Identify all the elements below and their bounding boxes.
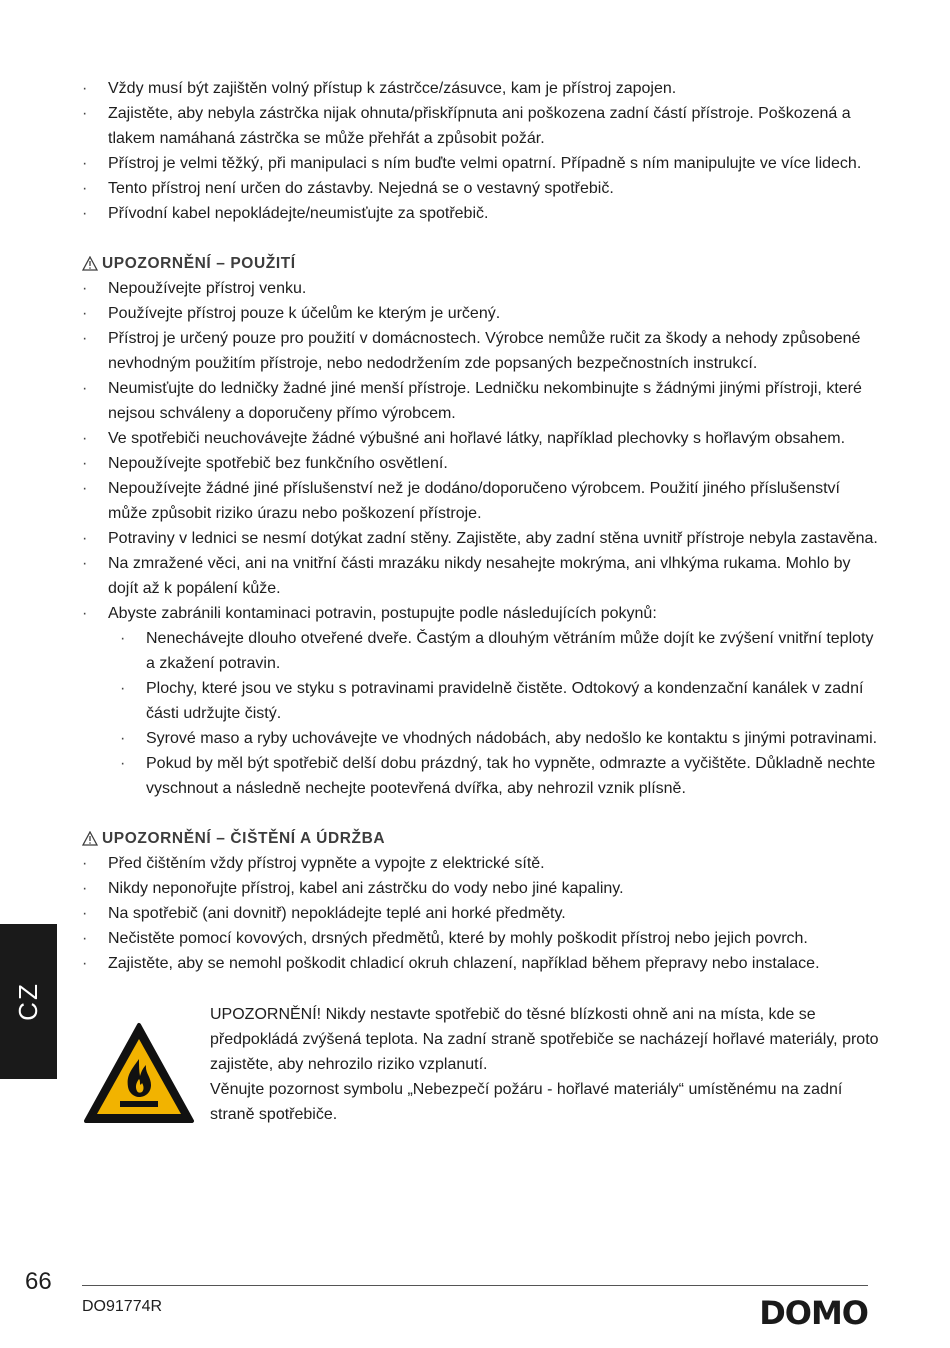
list-item: · Přístroj je určený pouze pro použití v domácnostech. Výrobce nemůže ručit za škody a nehody způsobené nevhodným použitím přístroje, nebo nedodržením zde popsaných bezpečnostních instrukcí. xyxy=(82,326,882,376)
model-number: DO91774R xyxy=(82,1298,163,1315)
language-tab xyxy=(0,924,57,1079)
list-item: · Nepoužívejte spotřebič bez funkčního osvětlení. xyxy=(82,451,882,476)
list-item: · Neumisťujte do ledničky žadné jiné menší přístroje. Ledničku nekombinujte s žádnými jinými přístroji, které nejsou schváleny a doporučeny přímo výrobcem. xyxy=(82,376,882,426)
list-item: · Potraviny v lednici se nesmí dotýkat zadní stěny. Zajistěte, aby zadní stěna uvnitř přístroje nebyla zastavěna. xyxy=(82,526,882,551)
list-item: · Nečistěte pomocí kovových, drsných předmětů, které by mohly poškodit přístroj nebo jejich povrch. xyxy=(82,926,882,951)
sublist-item: · Nenechávejte dlouho otveřené dveře. Častým a dlouhým větráním může dojít ke zvýšení vnitřní teploty a zkažení potravin. xyxy=(120,626,882,676)
list-item: · Nepoužívejte žádné jiné příslušenství než je dodáno/doporučeno výrobcem. Použití jiného příslušenství může způsobit riziko úrazu nebo poškození přístroje. xyxy=(82,476,882,526)
list-item: · Zajistěte, aby nebyla zástrčka nijak ohnuta/přiskřípnuta ani poškozena zadní částí přístroje. Poškozená a tlakem namáhaná zástrčka se může přehřát a způsobit požár. xyxy=(82,101,882,151)
footer-divider xyxy=(82,1285,868,1286)
list-item: · Před čištěním vždy přístroj vypněte a vypojte z elektrické sítě. xyxy=(82,851,882,876)
list-item: · Na zmražené věci, ani na vnitřní části mrazáku nikdy nesahejte mokrýma, ani vlhkýma rukama. Mohlo by dojít až k popálení kůže. xyxy=(82,551,882,601)
list-item: · Na spotřebič (ani dovnitř) nepokládejte teplé ani horké předměty. xyxy=(82,901,882,926)
safety-list-use xyxy=(82,276,882,626)
section-heading-text: UPOZORNĚNÍ – POUŽITÍ xyxy=(102,255,296,272)
manual-content xyxy=(82,76,882,1127)
section-heading-cleaning xyxy=(82,826,882,851)
list-item: · Abyste zabránili kontaminaci potravin, postupujte podle následujících pokynů: xyxy=(82,601,882,626)
flammable-materials-warning-icon xyxy=(82,1021,196,1125)
brand-logo: DOMO xyxy=(759,1294,868,1332)
warning-triangle-icon xyxy=(82,256,98,271)
fire-warning-block xyxy=(82,1002,882,1127)
list-item: · Nikdy neponořujte přístroj, kabel ani zástrčku do vody nebo jiné kapaliny. xyxy=(82,876,882,901)
safety-list-top xyxy=(82,76,882,226)
fire-warning-text xyxy=(210,1002,882,1127)
food-safety-sublist xyxy=(82,626,882,801)
safety-list-cleaning xyxy=(82,851,882,976)
sublist-item: · Plochy, které jsou ve styku s potravinami pravidelně čistěte. Odtokový a kondenzační kanálek v zadní části udržujte čistý. xyxy=(120,676,882,726)
warning-paragraph: Věnujte pozornost symbolu „Nebezpečí požáru - hořlavé materiály“ umístěnému na zadní straně spotřebiče. xyxy=(210,1081,843,1123)
section-heading-text: UPOZORNĚNÍ – ČIŠTĚNÍ A ÚDRŽBA xyxy=(102,830,386,847)
language-tab-label: CZ xyxy=(12,982,43,1021)
page-number: 66 xyxy=(25,1268,52,1295)
list-item: · Nepoužívejte přístroj venku. xyxy=(82,276,882,301)
sublist-item: · Pokud by měl být spotřebič delší dobu prázdný, tak ho vypněte, odmrazte a vyčištěte. Důkladně nechte vyschnout a následně nechejte pootevřená dvířka, aby nehrozil vznik plísně. xyxy=(120,751,882,801)
list-item: · Tento přístroj není určen do zástavby. Nejedná se o vestavný spotřebič. xyxy=(82,176,882,201)
list-item: · Vždy musí být zajištěn volný přístup k zástrčce/zásuvce, kam je přístroj zapojen. xyxy=(82,76,882,101)
list-item: · Přístroj je velmi těžký, při manipulaci s ním buďte velmi opatrní. Případně s ním manipulujte ve více lidech. xyxy=(82,151,882,176)
warning-paragraph: UPOZORNĚNÍ! Nikdy nestavte spotřebič do těsné blízkosti ohně ani na místa, kde se předpokládá zvýšená teplota. Na zadní straně spotřebiče se nacházejí hořlavé materiály, proto zajistěte, aby nehrozilo riziko vzplanutí. xyxy=(210,1006,879,1073)
list-item: · Přívodní kabel nepokládejte/neumisťujte za spotřebič. xyxy=(82,201,882,226)
sublist-item: · Syrové maso a ryby uchovávejte ve vhodných nádobách, aby nedošlo ke kontaktu s jinými potravinami. xyxy=(120,726,882,751)
list-item: · Používejte přístroj pouze k účelům ke kterým je určený. xyxy=(82,301,882,326)
list-item: · Ve spotřebiči neuchovávejte žádné výbušné ani hořlavé látky, například plechovky s hořlavým obsahem. xyxy=(82,426,882,451)
list-item: · Zajistěte, aby se nemohl poškodit chladicí okruh chlazení, například během přepravy nebo instalace. xyxy=(82,951,882,976)
section-heading-use xyxy=(82,251,882,276)
warning-triangle-icon xyxy=(82,831,98,846)
